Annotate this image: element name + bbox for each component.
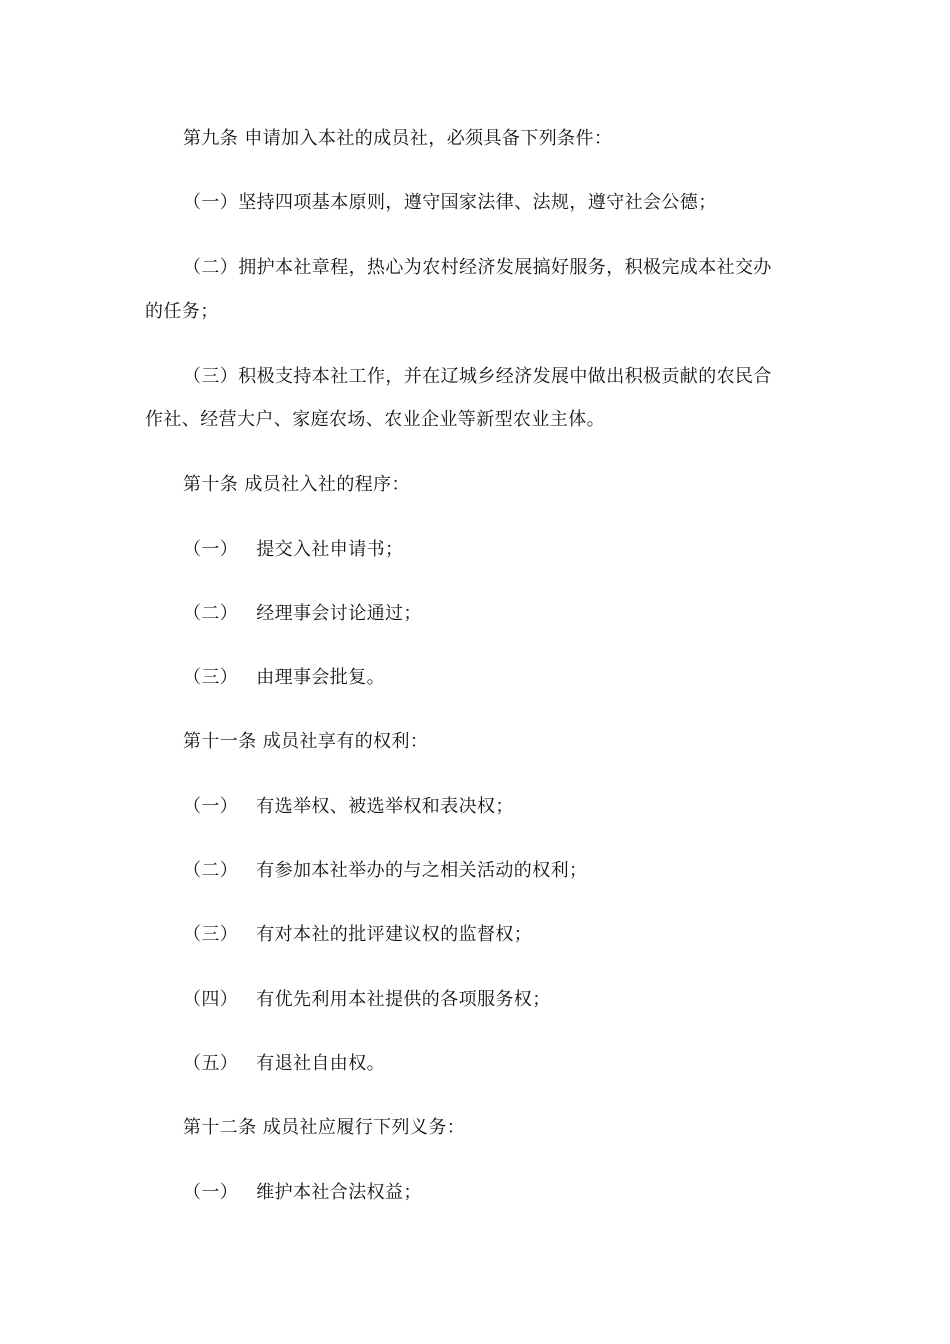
item-text: 提交入社申请书； xyxy=(256,539,404,560)
item-text: 有参加本社举办的与之相关活动的权利； xyxy=(256,860,588,881)
article-10-heading: 第十条 成员社入社的程序： xyxy=(183,474,410,495)
item-number: （一） xyxy=(183,539,239,560)
item-number: （一） xyxy=(183,796,239,817)
list-item xyxy=(183,538,403,562)
item-text: 维护本社合法权益； xyxy=(256,1182,422,1203)
list-item xyxy=(183,666,385,690)
list-item xyxy=(183,602,422,626)
article-11-heading: 第十一条 成员社享有的权利： xyxy=(183,731,429,752)
list-item xyxy=(183,988,551,1012)
article-9-item-1: （一）坚持四项基本原则，遵守国家法律、法规，遵守社会公德； xyxy=(183,192,717,213)
item-number: （三） xyxy=(183,667,239,688)
item-text: 有选举权、被选举权和表决权； xyxy=(256,796,514,817)
list-item xyxy=(183,795,514,819)
item-number: （三） xyxy=(183,924,239,945)
item-number: （二） xyxy=(183,603,239,624)
list-item xyxy=(183,859,587,883)
item-number: （二） xyxy=(183,860,239,881)
article-9-item-3-line-2: 作社、经营大户、家庭农场、农业企业等新型农业主体。 xyxy=(145,409,605,430)
item-number: （一） xyxy=(183,1182,239,1203)
article-9-item-2-line-1: （二）拥护本社章程，热心为农村经济发展搞好服务，积极完成本社交办 xyxy=(183,257,772,278)
item-text: 有退社自由权。 xyxy=(256,1053,386,1074)
item-number: （五） xyxy=(183,1053,239,1074)
item-text: 经理事会讨论通过； xyxy=(256,603,422,624)
item-text: 有对本社的批评建议权的监督权； xyxy=(256,924,533,945)
article-9-heading: 第九条 申请加入本社的成员社，必须具备下列条件： xyxy=(183,128,613,149)
item-text: 由理事会批复。 xyxy=(256,667,386,688)
article-9-item-3-line-1: （三）积极支持本社工作，并在辽城乡经济发展中做出积极贡献的农民合 xyxy=(183,366,772,387)
item-number: （四） xyxy=(183,989,239,1010)
list-item xyxy=(183,1052,385,1076)
list-item xyxy=(183,923,532,947)
list-item xyxy=(183,1181,422,1205)
article-12-heading: 第十二条 成员社应履行下列义务： xyxy=(183,1117,466,1138)
article-9-item-2-line-2: 的任务； xyxy=(145,301,219,322)
item-text: 有优先利用本社提供的各项服务权； xyxy=(256,989,551,1010)
